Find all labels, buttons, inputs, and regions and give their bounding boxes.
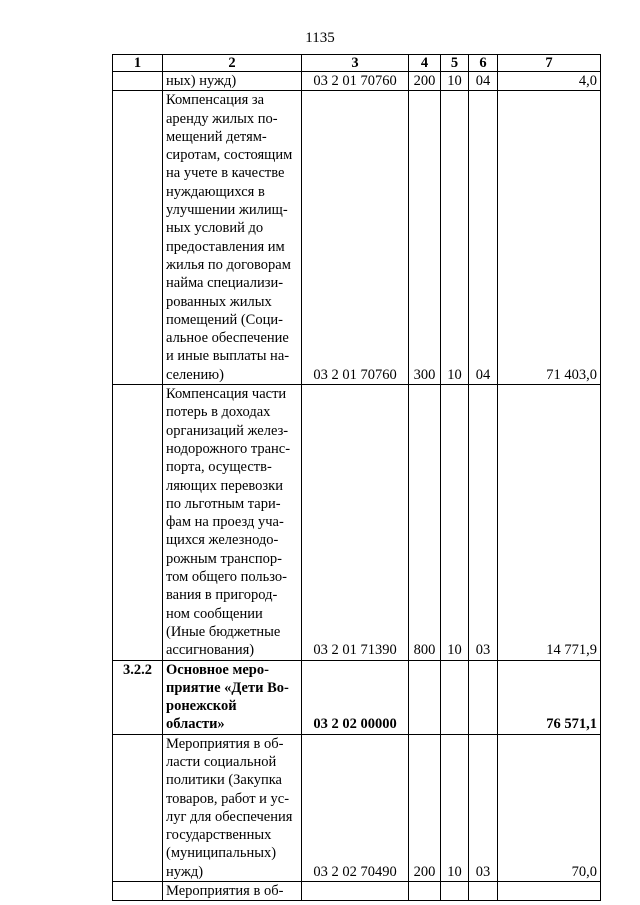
header-cell-7: 7 <box>498 55 601 72</box>
row-description-cell <box>163 91 302 385</box>
row-col5-cell: 10 <box>441 72 469 91</box>
row-amount-cell: 70,0 <box>498 734 601 881</box>
row-description-cell <box>163 882 302 901</box>
description-line: мещений детям- <box>166 128 267 145</box>
description-line: нужд) <box>166 863 204 880</box>
description-line: жилья по договорам <box>166 256 291 273</box>
description-line: потерь в доходах <box>166 404 271 421</box>
description-line: (муниципальных) <box>166 845 277 862</box>
description-line: на учете в качестве <box>166 165 285 182</box>
description-line: нуждающихся в <box>166 183 265 200</box>
description-line: рожным транспор- <box>166 550 282 567</box>
row-code-cell <box>302 882 409 901</box>
description-line: вания в пригород- <box>166 587 278 604</box>
table-body <box>113 72 601 901</box>
description-line: нодорожного транс- <box>166 440 291 457</box>
description-line: Компенсация части <box>166 386 287 403</box>
row-col6-cell <box>469 882 498 901</box>
header-cell-6: 6 <box>469 55 498 72</box>
header-cell-3: 3 <box>302 55 409 72</box>
row-col4-cell <box>409 660 441 734</box>
description-line: селению) <box>166 366 224 383</box>
description-line: Основное меро- <box>166 661 269 678</box>
row-description-cell <box>163 734 302 881</box>
row-code-cell: 03 2 02 70490 <box>302 734 409 881</box>
description-line: ном сообщении <box>166 605 263 622</box>
header-row <box>113 55 601 72</box>
description-line: Компенсация за <box>166 92 265 109</box>
description-line: луг для обеспечения <box>166 808 293 825</box>
row-amount-cell <box>498 882 601 901</box>
description-line: государственных <box>166 827 272 844</box>
budget-table <box>112 54 601 901</box>
row-col5-cell <box>441 660 469 734</box>
description-line: ных условий до <box>166 220 264 237</box>
row-number-cell <box>113 91 163 385</box>
description-line: приятие «Дети Во- <box>166 679 289 696</box>
row-code-cell: 03 2 02 00000 <box>302 660 409 734</box>
row-col4-cell: 300 <box>409 91 441 385</box>
description-line: товаров, работ и ус- <box>166 790 290 807</box>
description-line: и иные выплаты на- <box>166 348 290 365</box>
row-col4-cell <box>409 882 441 901</box>
row-number-cell: 3.2.2 <box>113 660 163 734</box>
description-line: организаций желез- <box>166 422 289 439</box>
row-amount-cell: 4,0 <box>498 72 601 91</box>
table-row <box>113 72 601 91</box>
description-line: (Иные бюджетные <box>166 623 281 640</box>
description-line: ных) нужд) <box>166 73 237 89</box>
description-line: улучшении жилищ- <box>166 202 288 219</box>
description-line: предоставления им <box>166 238 285 255</box>
row-col4-cell: 200 <box>409 72 441 91</box>
row-amount-cell: 14 771,9 <box>498 385 601 660</box>
description-line: Мероприятия в об- <box>166 735 284 752</box>
row-col5-cell <box>441 882 469 901</box>
description-line: альное обеспечение <box>166 330 289 347</box>
header-cell-1: 1 <box>113 55 163 72</box>
table-row <box>113 385 601 660</box>
table-row <box>113 882 601 901</box>
page-number: 1135 <box>305 30 335 46</box>
row-number-cell <box>113 734 163 881</box>
row-code-cell: 03 2 01 70760 <box>302 72 409 91</box>
row-col4-cell: 800 <box>409 385 441 660</box>
description-line: Мероприятия в об- <box>166 883 284 900</box>
row-col5-cell: 10 <box>441 385 469 660</box>
description-line: политики (Закупка <box>166 772 282 789</box>
row-col6-cell <box>469 660 498 734</box>
row-description-cell <box>163 660 302 734</box>
row-code-cell: 03 2 01 71390 <box>302 385 409 660</box>
description-line: щихся железнодо- <box>166 532 279 549</box>
row-code-cell: 03 2 01 70760 <box>302 91 409 385</box>
row-description-cell <box>163 72 302 91</box>
header-cell-2: 2 <box>163 55 302 72</box>
description-line: ассигнования) <box>166 642 255 659</box>
header-cell-4: 4 <box>409 55 441 72</box>
row-amount-cell: 71 403,0 <box>498 91 601 385</box>
row-col6-cell: 04 <box>469 91 498 385</box>
row-number-cell <box>113 882 163 901</box>
description-line: ласти социальной <box>166 753 277 770</box>
description-line: сиротам, состоящим <box>166 147 293 164</box>
row-col6-cell: 03 <box>469 385 498 660</box>
row-col6-cell: 04 <box>469 72 498 91</box>
description-line: аренду жилых по- <box>166 110 278 127</box>
row-description-cell <box>163 385 302 660</box>
row-amount-cell: 76 571,1 <box>498 660 601 734</box>
header-cell-5: 5 <box>441 55 469 72</box>
row-number-cell <box>113 72 163 91</box>
description-line: по льготным тари- <box>166 495 281 512</box>
row-col5-cell: 10 <box>441 91 469 385</box>
description-line: порта, осуществ- <box>166 459 272 476</box>
description-line: рованных жилых <box>166 293 272 310</box>
row-col5-cell: 10 <box>441 734 469 881</box>
row-col4-cell: 200 <box>409 734 441 881</box>
description-line: ронежской области» <box>166 698 237 733</box>
row-number-cell <box>113 385 163 660</box>
row-col6-cell: 03 <box>469 734 498 881</box>
table-row <box>113 91 601 385</box>
description-line: помещений (Соци- <box>166 311 283 328</box>
description-line: ляющих перевозки <box>166 477 283 494</box>
table-row <box>113 734 601 881</box>
description-line: фам на проезд уча- <box>166 514 284 531</box>
table-row <box>113 660 601 734</box>
description-line: найма специализи- <box>166 275 284 292</box>
description-line: том общего пользо- <box>166 569 287 586</box>
